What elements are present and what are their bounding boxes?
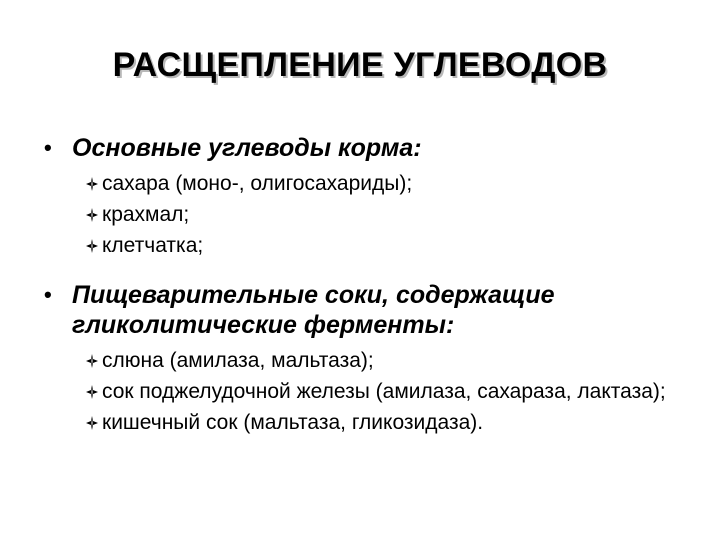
list-item: [86, 410, 684, 436]
list-item: [86, 171, 684, 197]
sparkle-bullet-icon: [86, 233, 102, 259]
sparkle-bullet-icon: [86, 202, 102, 228]
bullet-dot-icon: •: [44, 282, 52, 307]
main-bullet: [44, 280, 684, 340]
list-item: [86, 202, 684, 228]
sub-list: [86, 171, 684, 259]
list-item-text: сок поджелудочной железы (амилаза, сахараза, лактаза);: [102, 380, 666, 403]
section-heading: Пищеварительные соки, содержащие гликолитические ферменты:: [72, 281, 555, 339]
section-feed-carbohydrates: [44, 133, 684, 264]
sparkle-bullet-icon: [86, 379, 102, 405]
sparkle-bullet-icon: [86, 171, 102, 197]
list-item-text: клетчатка;: [102, 234, 204, 257]
sub-list: [86, 348, 684, 436]
list-item-text: сахара (моно-, олигосахариды);: [102, 172, 413, 195]
section-digestive-juices: [44, 280, 684, 441]
list-item: [86, 348, 684, 374]
bullet-dot-icon: •: [44, 135, 52, 160]
list-item-text: слюна (амилаза, мальтаза);: [102, 349, 374, 372]
list-item-text: кишечный сок (мальтаза, гликозидаза).: [102, 411, 484, 434]
list-item: [86, 233, 684, 259]
list-item-text: крахмал;: [102, 203, 190, 226]
main-bullet: [44, 133, 684, 163]
sparkle-bullet-icon: [86, 410, 102, 436]
list-item: [86, 379, 684, 405]
slide-title: РАСЩЕПЛЕНИЕ УГЛЕВОДОВ: [112, 46, 608, 84]
section-heading: Основные углеводы корма:: [72, 134, 422, 162]
sparkle-bullet-icon: [86, 348, 102, 374]
